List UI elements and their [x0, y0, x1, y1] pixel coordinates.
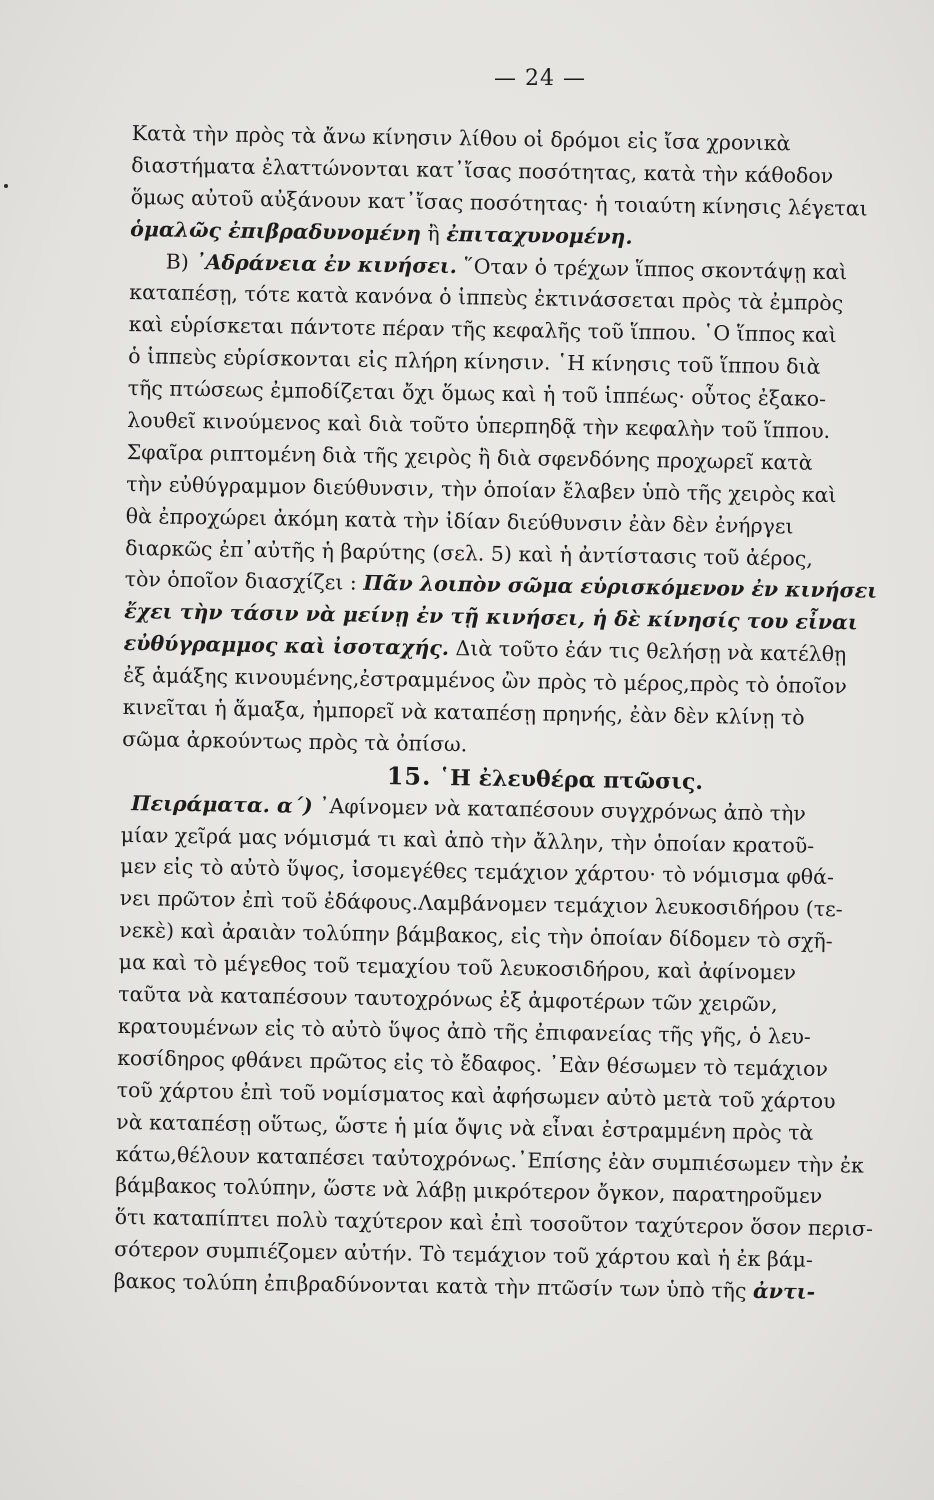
section-title: ῾Η ἐλευθέρα πτῶσις.: [438, 764, 704, 795]
text-run: τὴν εὐθύγραμμον διεύθυνσιν, τὴν ὁποίαν ἔλαβεν ὑπὸ τῆς χειρὸς καὶ: [126, 471, 837, 507]
text-run: λουθεῖ κινούμενος καὶ διὰ τοῦτο ὑπερπηδᾷ τὴν κεφαλὴν τοῦ ἵππου.: [127, 407, 831, 444]
text-run: μίαν χεῖρά μας νόμισμά τι καὶ ἀπὸ τὴν ἄλλην, τὴν ὁποίαν κρατοῦ-: [120, 822, 815, 858]
emphasis-run: ἔχει τὴν τάσιν νὰ μείνῃ ἐν τῇ κινήσει, ἡ δὲ κίνησίς του εἶναι: [124, 599, 858, 635]
text-run: ᾽Αφίνομεν νὰ καταπέσουν συγχρόνως ἀπὸ τὴν: [312, 793, 807, 826]
paragraph-inertia: [122, 118, 912, 768]
text-run: διαρκῶς ἐπ᾽αὐτῆς ἡ βαρύτης (σελ. 5) καὶ ἡ ἀντίστασις τοῦ ἀέρος,: [125, 535, 814, 571]
text-run: βάμβακος τολύπην, ὥστε νὰ λάβῃ μικρότερον ὄγκον, παρατηροῦμεν: [115, 1173, 823, 1209]
text-run: ὅτι καταπίπτει πολὺ ταχύτερον καὶ ἐπὶ τοσοῦτον ταχύτερον ὅσον περισ-: [114, 1205, 874, 1242]
text-run: ταῦτα νὰ καταπέσουν ταυτοχρόνως ἐξ ἀμφοτέρων τῶν χειρῶν,: [118, 981, 778, 1017]
text-run: καταπέσῃ, τότε κατὰ κανόνα ὁ ἱππεὺς ἐκτινάσσεται πρὸς τὰ ἐμπρὸς: [129, 280, 844, 316]
text-run: ῞Οταν ὁ τρέχων ἵππος σκοντάψῃ καὶ: [456, 253, 848, 284]
text-run: τὸν ὁποῖον διασχίζει :: [124, 567, 364, 596]
emphasis-run: εὐθύγραμμος καὶ ἰσοταχής.: [123, 631, 450, 661]
emphasis-run: ὁμαλῶς ἐπιβραδυνομένη: [130, 216, 422, 246]
text-run: διαστήματα ἐλαττώνονται κατ᾽ἴσας ποσότητας, κατὰ τὴν κάθοδον: [131, 152, 834, 188]
text-run: θὰ ἐπροχώρει ἀκόμη κατὰ τὴν ἰδίαν διεύθυνσιν ἐὰν δὲν ἐνήργει: [125, 503, 794, 539]
paragraph-free-fall: [113, 788, 901, 1310]
text-run: Β): [165, 249, 196, 274]
body-text: [113, 118, 911, 1310]
emphasis-run: ἀντι-: [752, 1278, 816, 1304]
text-run: Διὰ τοῦτο ἐάν τις θελήσῃ νὰ κατέλθῃ: [448, 636, 847, 667]
text-run: τῆς πτώσεως ἐμποδίζεται ὄχι ὅμως καὶ ἡ τοῦ ἱππέως· οὗτος ἐξακο-: [127, 376, 827, 412]
text-run: κινεῖται ἡ ἅμαξα, ἠμπορεῖ νὰ καταπέσῃ πρηνής, ἐὰν δὲν κλίνῃ τὸ: [122, 694, 805, 730]
emphasis-run: Πειράματα. α΄): [131, 790, 313, 818]
text-run: ἢ: [420, 221, 447, 246]
text-run: καὶ εὑρίσκεται πάντοτε πέραν τῆς κεφαλῆς τοῦ ἵππου. ῾Ο ἵππος καὶ: [128, 312, 837, 348]
section-number: 15.: [386, 760, 432, 791]
text-run: νὰ καταπέσῃ οὕτως, ὥστε ἡ μία ὄψις νὰ εἶναι ἐστραμμένη πρὸς τὰ: [116, 1109, 814, 1145]
page-number: — 24 —: [494, 66, 586, 91]
text-run: Κατὰ τὴν πρὸς τὰ ἄνω κίνησιν λίθου οἱ δρόμοι εἰς ἴσα χρονικὰ: [131, 120, 791, 156]
text-run: τοῦ χάρτου ἐπὶ τοῦ νομίσματος καὶ ἀφήσωμεν αὐτὸ μετὰ τοῦ χάρτου: [116, 1077, 836, 1113]
text-run: κάτω,θέλουν καταπέσει ταὐτοχρόνως.᾽Επίσης ἐὰν συμπιέσωμεν τὴν ἐκ: [115, 1141, 865, 1178]
margin-speck: [4, 184, 8, 188]
text-run: σῶμα ἀρκούντως πρὸς τὰ ὀπίσω.: [122, 726, 468, 757]
emphasis-run: Πᾶν λοιπὸν σῶμα εὑρισκόμενον ἐν κινήσει: [363, 571, 878, 604]
text-run: μεν εἰς τὸ αὐτὸ ὕψος, ἰσομεγέθες τεμάχιον χάρτου· τὸ νόμισμα φθά-: [120, 854, 835, 890]
emphasis-run: ἐπιταχυνομένη.: [446, 221, 633, 249]
text-run: βακος τολύπη ἐπιβραδύνονται κατὰ τὴν πτῶσίν των ὑπὸ τῆς: [113, 1268, 754, 1303]
emphasis-run: ᾽Αδράνεια ἐν κινήσει.: [195, 249, 458, 278]
text-run: κοσίδηρος φθάνει πρῶτος εἰς τὸ ἔδαφος. ᾽Εὰν θέσωμεν τὸ τεμάχιον: [117, 1045, 829, 1081]
text-run: κρατουμένων εἰς τὸ αὐτὸ ὕψος ἀπὸ τῆς ἐπιφανείας τῆς γῆς, ὁ λευ-: [117, 1013, 812, 1049]
text-run: σότερον συμπιέζομεν αὐτήν. Τὸ τεμάχιον τοῦ χάρτου καὶ ἡ ἐκ βάμ-: [114, 1237, 814, 1273]
text-run: μα καὶ τὸ μέγεθος τοῦ τεμαχίου τοῦ λευκοσιδήρου, καὶ ἀφίνομεν: [118, 950, 797, 985]
text-run: ὅμως αὐτοῦ αὐξάνουν κατ᾽ἴσας ποσότητας· ἡ τοιαύτη κίνησις λέγεται: [130, 184, 868, 221]
text-run: νεκὲ) καὶ ἀραιὰν τολύπην βάμβακος, εἰς τὴν ὁποίαν δίδομεν τὸ σχῆ-: [119, 918, 833, 954]
text-run: νει πρῶτον ἐπὶ τοῦ ἐδάφους.Λαμβάνομεν τεμάχιον λευκοσιδήρου (τε-: [119, 886, 843, 922]
text-run: ἐξ ἁμάξης κινουμένης,ἐστραμμένος ὢν πρὸς τὸ μέρος,πρὸς τὸ ὁποῖον: [123, 663, 848, 699]
text-run: ὁ ἱππεὺς εὑρίσκονται εἰς πλήρη κίνησιν. ῾Η κίνησις τοῦ ἵππου διὰ: [128, 344, 821, 380]
text-run: Σφαῖρα ριπτομένη διὰ τῆς χειρὸς ἢ διὰ σφενδόνης προχωρεῖ κατὰ: [126, 439, 813, 475]
